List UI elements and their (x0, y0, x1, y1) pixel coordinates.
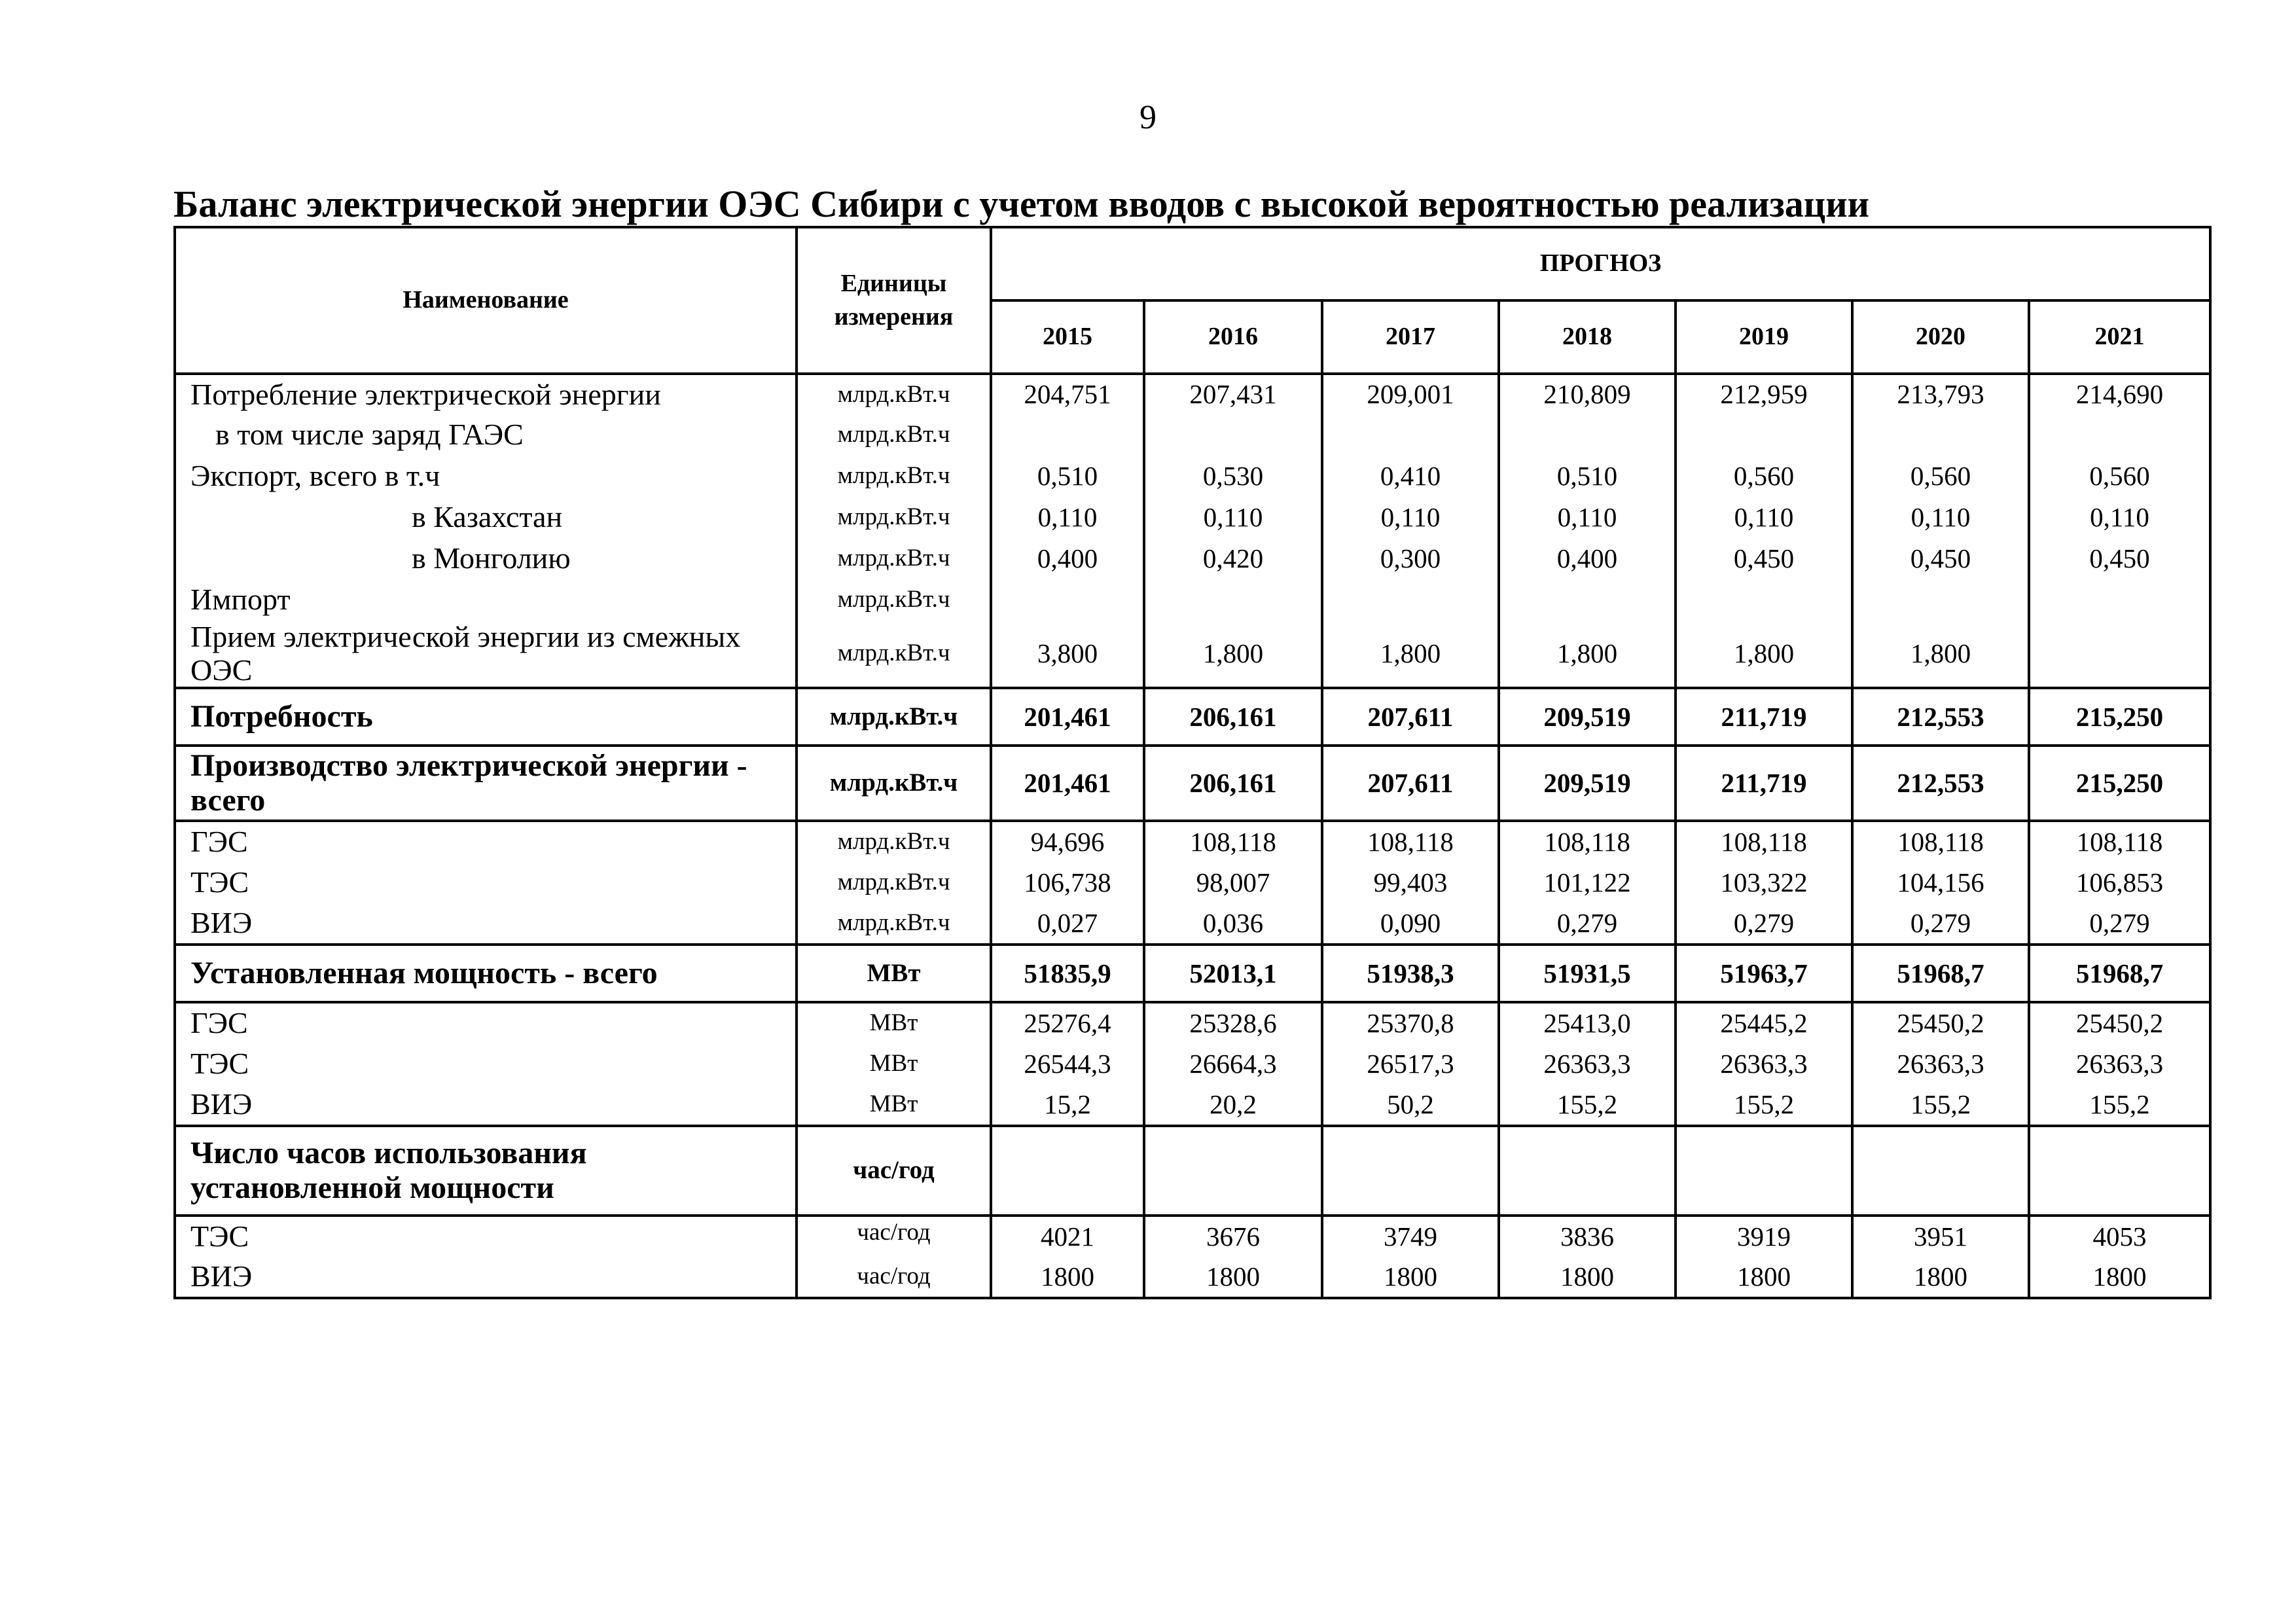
value-cell: 1800 (991, 1257, 1144, 1298)
value-cell: 0,510 (991, 456, 1144, 497)
value-cell: 0,450 (2029, 538, 2210, 579)
row-unit: млрд.кВт.ч (797, 862, 991, 903)
value-cell: 4053 (2029, 1216, 2210, 1257)
value-cell: 25328,6 (1144, 1002, 1322, 1043)
value-cell (991, 414, 1144, 456)
value-cell: 0,110 (2029, 497, 2210, 538)
value-cell: 212,553 (1852, 688, 2029, 746)
value-cell: 101,122 (1499, 862, 1676, 903)
table-row (175, 456, 2210, 497)
row-unit: час/год (797, 1216, 991, 1257)
value-cell: 0,400 (1499, 538, 1676, 579)
table-row (175, 579, 2210, 621)
value-cell: 214,690 (2029, 374, 2210, 414)
value-cell: 50,2 (1322, 1085, 1499, 1126)
value-cell: 3749 (1322, 1216, 1499, 1257)
value-cell: 1800 (1852, 1257, 2029, 1298)
header-year: 2018 (1499, 300, 1676, 374)
value-cell: 25413,0 (1499, 1002, 1676, 1043)
value-cell: 0,400 (991, 538, 1144, 579)
value-cell: 0,410 (1322, 456, 1499, 497)
document-title: Баланс электрической энергии ОЭС Сибири с учетом вводов с высокой вероятностью реализации (173, 183, 1870, 225)
row-unit: млрд.кВт.ч (797, 688, 991, 746)
value-cell (1322, 1126, 1499, 1216)
value-cell (1499, 1126, 1676, 1216)
value-cell: 0,036 (1144, 903, 1322, 945)
value-cell: 1,800 (1676, 621, 1852, 688)
page-number: 9 (1139, 99, 1157, 136)
value-cell: 209,519 (1499, 746, 1676, 821)
value-cell: 0,027 (991, 903, 1144, 945)
row-name: ТЭС (175, 1216, 797, 1257)
row-name: Импорт (175, 579, 797, 621)
value-cell: 26664,3 (1144, 1043, 1322, 1085)
row-name: в Казахстан (175, 497, 797, 538)
value-cell: 209,001 (1322, 374, 1499, 414)
value-cell: 51968,7 (2029, 945, 2210, 1002)
row-unit: час/год (797, 1126, 991, 1216)
value-cell (1322, 579, 1499, 621)
header-year: 2015 (991, 300, 1144, 374)
value-cell: 103,322 (1676, 862, 1852, 903)
header-units: Единицы измерения (797, 227, 991, 374)
value-cell: 207,611 (1322, 746, 1499, 821)
value-cell (1499, 414, 1676, 456)
value-cell: 108,118 (1852, 821, 2029, 862)
value-cell: 15,2 (991, 1085, 1144, 1126)
value-cell: 207,611 (1322, 688, 1499, 746)
value-cell: 1800 (2029, 1257, 2210, 1298)
value-cell: 98,007 (1144, 862, 1322, 903)
value-cell: 99,403 (1322, 862, 1499, 903)
value-cell: 108,118 (1144, 821, 1322, 862)
value-cell: 211,719 (1676, 746, 1852, 821)
value-cell: 0,090 (1322, 903, 1499, 945)
value-cell (2029, 579, 2210, 621)
table-row (175, 821, 2210, 862)
value-cell: 25450,2 (2029, 1002, 2210, 1043)
value-cell: 26544,3 (991, 1043, 1144, 1085)
value-cell (1852, 579, 2029, 621)
row-unit: млрд.кВт.ч (797, 456, 991, 497)
value-cell: 0,530 (1144, 456, 1322, 497)
header-year: 2021 (2029, 300, 2210, 374)
row-name: Экспорт, всего в т.ч (175, 456, 797, 497)
value-cell: 212,553 (1852, 746, 2029, 821)
value-cell: 0,110 (1676, 497, 1852, 538)
row-name: ГЭС (175, 1002, 797, 1043)
row-name: ГЭС (175, 821, 797, 862)
value-cell: 108,118 (1676, 821, 1852, 862)
value-cell: 1800 (1144, 1257, 1322, 1298)
value-cell: 201,461 (991, 746, 1144, 821)
table-row (175, 1043, 2210, 1085)
value-cell: 1,800 (1322, 621, 1499, 688)
row-unit: млрд.кВт.ч (797, 621, 991, 688)
header-year: 2019 (1676, 300, 1852, 374)
value-cell: 0,300 (1322, 538, 1499, 579)
value-cell: 209,519 (1499, 688, 1676, 746)
row-name: ВИЭ (175, 1257, 797, 1298)
table-row (175, 746, 2210, 821)
row-unit: млрд.кВт.ч (797, 821, 991, 862)
value-cell: 155,2 (1852, 1085, 2029, 1126)
value-cell: 1800 (1499, 1257, 1676, 1298)
header-year: 2017 (1322, 300, 1499, 374)
table-row (175, 374, 2210, 414)
table-row (175, 1126, 2210, 1216)
row-name: Производство электрической энергии - всего (175, 746, 797, 821)
value-cell: 155,2 (1499, 1085, 1676, 1126)
value-cell: 155,2 (1676, 1085, 1852, 1126)
value-cell (1852, 414, 2029, 456)
row-name: Установленная мощность - всего (175, 945, 797, 1002)
row-unit: млрд.кВт.ч (797, 903, 991, 945)
value-cell (2029, 621, 2210, 688)
value-cell: 155,2 (2029, 1085, 2210, 1126)
value-cell: 20,2 (1144, 1085, 1322, 1126)
value-cell: 52013,1 (1144, 945, 1322, 1002)
value-cell: 0,279 (1499, 903, 1676, 945)
value-cell: 1800 (1676, 1257, 1852, 1298)
value-cell: 3951 (1852, 1216, 2029, 1257)
table-row (175, 1216, 2210, 1257)
table-row (175, 621, 2210, 688)
value-cell: 3836 (1499, 1216, 1676, 1257)
value-cell: 25450,2 (1852, 1002, 2029, 1043)
value-cell: 25445,2 (1676, 1002, 1852, 1043)
row-name: Прием электрической энергии из смежных ОЭС (175, 621, 797, 688)
row-unit: МВт (797, 1043, 991, 1085)
value-cell: 108,118 (1322, 821, 1499, 862)
header-year: 2020 (1852, 300, 2029, 374)
row-unit: млрд.кВт.ч (797, 497, 991, 538)
value-cell (1676, 579, 1852, 621)
value-cell: 0,450 (1852, 538, 2029, 579)
value-cell (1499, 579, 1676, 621)
row-name: ВИЭ (175, 903, 797, 945)
value-cell: 0,110 (1144, 497, 1322, 538)
value-cell: 106,738 (991, 862, 1144, 903)
table-row (175, 1257, 2210, 1298)
value-cell: 204,751 (991, 374, 1144, 414)
value-cell: 106,853 (2029, 862, 2210, 903)
value-cell (1322, 414, 1499, 456)
value-cell: 1,800 (1852, 621, 2029, 688)
row-name: ТЭС (175, 1043, 797, 1085)
value-cell: 26363,3 (1852, 1043, 2029, 1085)
value-cell (991, 1126, 1144, 1216)
value-cell: 3919 (1676, 1216, 1852, 1257)
value-cell: 0,450 (1676, 538, 1852, 579)
table-row (175, 945, 2210, 1002)
value-cell: 26363,3 (1499, 1043, 1676, 1085)
row-unit: млрд.кВт.ч (797, 538, 991, 579)
table-row (175, 497, 2210, 538)
row-name: в том числе заряд ГАЭС (175, 414, 797, 456)
value-cell: 0,110 (1852, 497, 2029, 538)
value-cell: 108,118 (1499, 821, 1676, 862)
value-cell: 206,161 (1144, 746, 1322, 821)
value-cell: 213,793 (1852, 374, 2029, 414)
value-cell: 0,279 (1852, 903, 2029, 945)
table-row (175, 688, 2210, 746)
value-cell: 25276,4 (991, 1002, 1144, 1043)
value-cell: 0,110 (1322, 497, 1499, 538)
value-cell: 51938,3 (1322, 945, 1499, 1002)
row-name: Потребление электрической энергии (175, 374, 797, 414)
value-cell (1852, 1126, 2029, 1216)
value-cell: 0,279 (2029, 903, 2210, 945)
value-cell: 26363,3 (2029, 1043, 2210, 1085)
row-name: Потребность (175, 688, 797, 746)
value-cell (2029, 1126, 2210, 1216)
value-cell (2029, 414, 2210, 456)
row-name: в Монголию (175, 538, 797, 579)
value-cell: 26363,3 (1676, 1043, 1852, 1085)
value-cell: 215,250 (2029, 746, 2210, 821)
value-cell (1144, 414, 1322, 456)
value-cell: 0,560 (1676, 456, 1852, 497)
value-cell: 0,420 (1144, 538, 1322, 579)
value-cell: 3676 (1144, 1216, 1322, 1257)
value-cell: 1,800 (1499, 621, 1676, 688)
row-unit: млрд.кВт.ч (797, 579, 991, 621)
table-row (175, 538, 2210, 579)
row-unit: час/год (797, 1257, 991, 1298)
value-cell (1144, 1126, 1322, 1216)
table-row (175, 1002, 2210, 1043)
value-cell: 0,279 (1676, 903, 1852, 945)
value-cell: 51963,7 (1676, 945, 1852, 1002)
row-name: ВИЭ (175, 1085, 797, 1126)
value-cell: 201,461 (991, 688, 1144, 746)
value-cell: 25370,8 (1322, 1002, 1499, 1043)
value-cell: 210,809 (1499, 374, 1676, 414)
value-cell: 51931,5 (1499, 945, 1676, 1002)
value-cell (991, 579, 1144, 621)
table-row (175, 414, 2210, 456)
value-cell: 3,800 (991, 621, 1144, 688)
row-name: ТЭС (175, 862, 797, 903)
value-cell: 0,560 (1852, 456, 2029, 497)
value-cell: 26517,3 (1322, 1043, 1499, 1085)
value-cell: 0,110 (991, 497, 1144, 538)
value-cell: 0,110 (1499, 497, 1676, 538)
value-cell: 0,560 (2029, 456, 2210, 497)
table-body (175, 374, 2210, 1298)
header-name: Наименование (175, 227, 797, 374)
row-name: Число часов использования установленной мощности (175, 1126, 797, 1216)
value-cell: 215,250 (2029, 688, 2210, 746)
row-unit: МВт (797, 1002, 991, 1043)
value-cell (1676, 414, 1852, 456)
value-cell: 51835,9 (991, 945, 1144, 1002)
value-cell: 94,696 (991, 821, 1144, 862)
value-cell: 207,431 (1144, 374, 1322, 414)
table-row (175, 862, 2210, 903)
value-cell: 206,161 (1144, 688, 1322, 746)
value-cell: 104,156 (1852, 862, 2029, 903)
row-unit: млрд.кВт.ч (797, 374, 991, 414)
value-cell (1144, 579, 1322, 621)
value-cell: 108,118 (2029, 821, 2210, 862)
value-cell: 212,959 (1676, 374, 1852, 414)
energy-balance-table (173, 226, 2212, 1299)
row-unit: млрд.кВт.ч (797, 746, 991, 821)
value-cell: 4021 (991, 1216, 1144, 1257)
value-cell: 1,800 (1144, 621, 1322, 688)
table-row (175, 903, 2210, 945)
header-year: 2016 (1144, 300, 1322, 374)
row-unit: млрд.кВт.ч (797, 414, 991, 456)
value-cell (1676, 1126, 1852, 1216)
value-cell: 211,719 (1676, 688, 1852, 746)
header-forecast: ПРОГНОЗ (991, 227, 2210, 300)
table-row (175, 1085, 2210, 1126)
value-cell: 1800 (1322, 1257, 1499, 1298)
row-unit: МВт (797, 1085, 991, 1126)
value-cell: 0,510 (1499, 456, 1676, 497)
row-unit: МВт (797, 945, 991, 1002)
value-cell: 51968,7 (1852, 945, 2029, 1002)
